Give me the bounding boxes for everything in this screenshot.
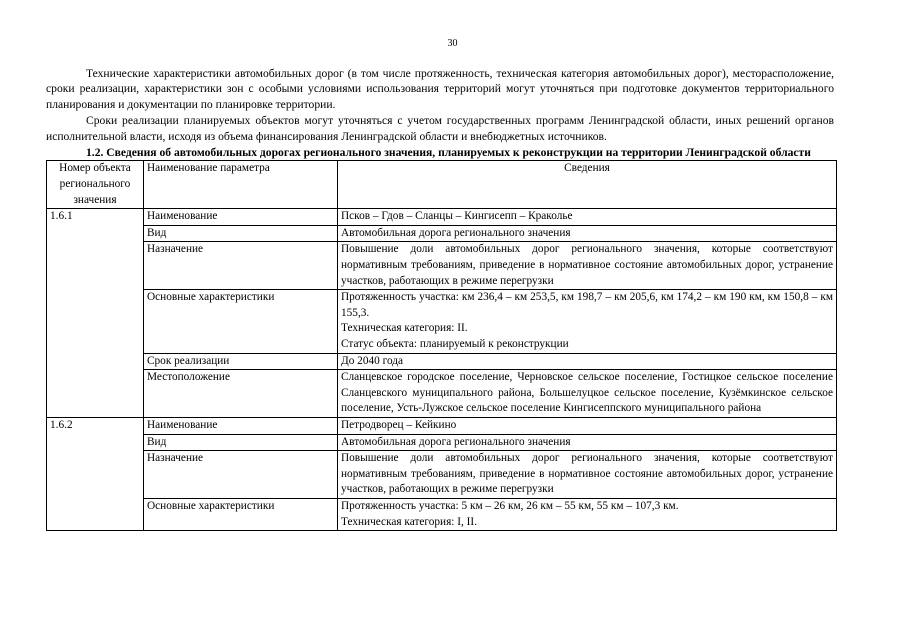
table-row — [47, 242, 837, 290]
value-line: Техническая категория: I, II. — [341, 515, 478, 528]
parameter-value — [338, 209, 837, 226]
intro-paragraph-2: Сроки реализации планируемых объектов могут уточняться с учетом государственных программ Ленинградской области, иных решений органов исполнительной власти, исходя из объема финансирования Ленинградской области и внебюджетных источников. — [46, 114, 834, 143]
parameter-value — [338, 451, 837, 499]
parameter-value — [338, 225, 837, 242]
parameter-name: Наименование — [144, 209, 338, 226]
value-line: Повышение доли автомобильных дорог регионального значения, которые соответствуют нормативным требованиям, приведение в нормативное состояние автомобильных дорог, устранение участков, работающих в режиме перегрузки — [341, 452, 833, 496]
parameter-name: Местоположение — [144, 370, 338, 418]
value-line: Петродворец – Кейкино — [341, 418, 457, 431]
value-line: Протяженность участка: 5 км – 26 км, 26 км – 55 км, 55 км – 107,3 км. — [341, 499, 679, 512]
roads-table — [46, 160, 837, 531]
value-line: Автомобильная дорога регионального значения — [341, 435, 571, 448]
table-row — [47, 353, 837, 370]
parameter-value — [338, 417, 837, 434]
table-row — [47, 225, 837, 242]
table-row — [47, 417, 837, 434]
parameter-value — [338, 370, 837, 418]
value-line: Протяженность участка: км 236,4 – км 253,5, км 198,7 – км 205,6, км 174,2 – км 190 км, км 150,8 – км 155,3. — [341, 291, 833, 319]
header-info: Сведения — [338, 161, 837, 209]
intro-paragraph-1: Технические характеристики автомобильных дорог (в том числе протяженность, техническая категория автомобильных дорог), месторасположение, сроки реализации, характеристики зон с особыми условиями использования территорий могут уточняться при подготовке документов территориального планирования и документации по планировке территории. — [46, 67, 834, 111]
header-object-number: Номер объекта регионального значения — [47, 161, 144, 209]
parameter-name: Вид — [144, 225, 338, 242]
object-number: 1.6.1 — [47, 209, 144, 418]
page-number: 30 — [447, 38, 458, 49]
section-heading: 1.2. Сведения об автомобильных дорогах регионального значения, планируемых к реконструкции на территории Ленинградской области — [86, 146, 811, 160]
parameter-name: Срок реализации — [144, 353, 338, 370]
value-line: Статус объекта: планируемый к реконструкции — [341, 337, 569, 350]
parameter-value — [338, 290, 837, 353]
parameter-name: Основные характеристики — [144, 290, 338, 353]
parameter-name: Назначение — [144, 242, 338, 290]
parameter-name: Назначение — [144, 451, 338, 499]
header-parameter-name: Наименование параметра — [144, 161, 338, 209]
object-number: 1.6.2 — [47, 417, 144, 530]
table-row — [47, 498, 837, 530]
value-line: Повышение доли автомобильных дорог регионального значения, которые соответствуют нормативным требованиям, приведение в нормативное состояние автомобильных дорог, устранение участков, работающих в режиме перегрузки — [341, 243, 833, 287]
table-row — [47, 290, 837, 353]
document-content — [46, 66, 834, 531]
table-row — [47, 434, 837, 451]
value-line: Техническая категория: II. — [341, 322, 468, 335]
table-header-row — [47, 161, 837, 209]
value-line: Автомобильная дорога регионального значения — [341, 226, 571, 239]
table-row — [47, 370, 837, 418]
parameter-value — [338, 242, 837, 290]
parameter-value — [338, 498, 837, 530]
value-line: Псков – Гдов – Сланцы – Кингисепп – Краколье — [341, 210, 573, 223]
table-row — [47, 451, 837, 499]
parameter-name: Основные характеристики — [144, 498, 338, 530]
parameter-value — [338, 434, 837, 451]
table-body — [47, 209, 837, 531]
value-line: До 2040 года — [341, 354, 404, 367]
table-row — [47, 209, 837, 226]
parameter-value — [338, 353, 837, 370]
parameter-name: Вид — [144, 434, 338, 451]
parameter-name: Наименование — [144, 417, 338, 434]
value-line: Сланцевское городское поселение, Черновское сельское поселение, Гостицкое сельское поселение Сланцевского муниципального района, Большелуцкое сельское поселение, Кузёмкинское сельское поселение, Усть-Лужское сельское поселение Кингисеппского муниципального района — [341, 371, 833, 415]
